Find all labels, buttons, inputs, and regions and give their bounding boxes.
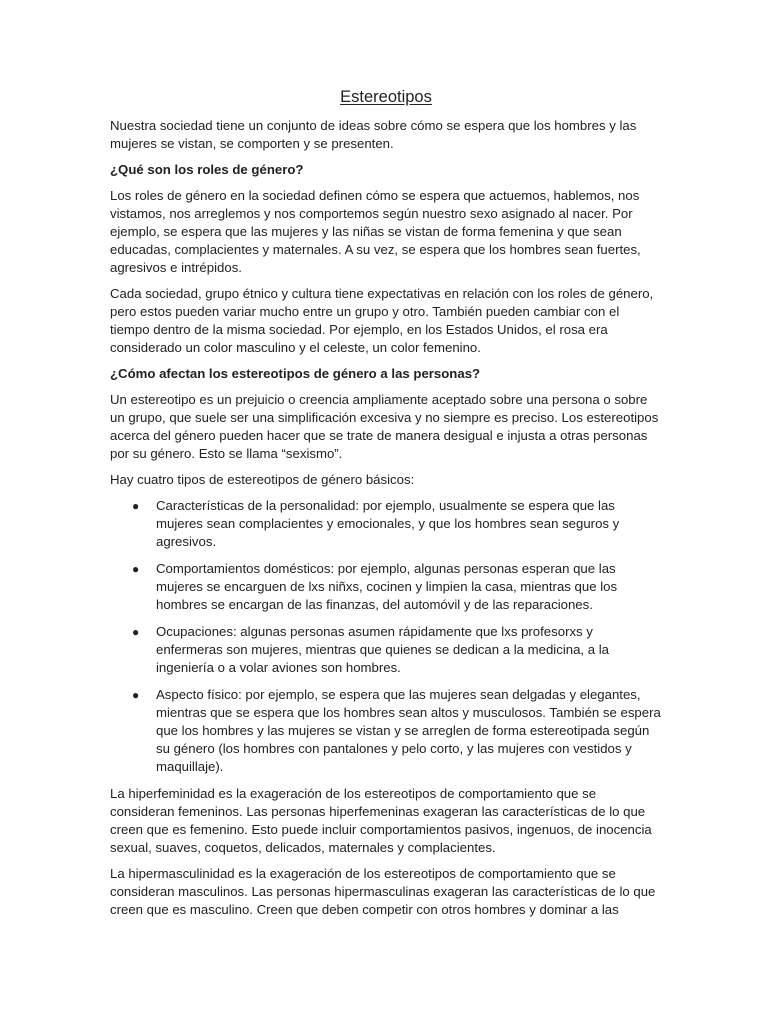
bullet-icon: ● <box>132 499 140 513</box>
gender-roles-paragraph: Los roles de género en la sociedad definen cómo se espera que actuemos, hablemos, nos vistamos, nos arreglemos y nos comportemos según nuestro sexo asignado al nacer. Por ejemplo, se espera que las mujeres y las niñas se vistan de forma femenina y que sean educadas, complacientes y maternales. A su vez, se espera que los hombres sean fuertes, agresivos e intrépidos. <box>110 188 641 275</box>
bullet-icon: ● <box>132 562 140 576</box>
list-item-text: Comportamientos domésticos: por ejemplo, algunas personas esperan que las mujeres se encarguen de lxs niñxs, cocinen y limpien la casa, mientras que los hombres se encargan de las finanzas, del automóvil y de las reparaciones. <box>156 561 618 612</box>
section-heading-gender-roles: ¿Qué son los roles de género? <box>110 162 304 177</box>
list-item-text: Características de la personalidad: por ejemplo, usualmente se espera que las mujeres sean complacientes y emocionales, y que los hombres sean seguros y agresivos. <box>156 498 620 549</box>
list-item <box>110 560 662 614</box>
intro-paragraph: Nuestra sociedad tiene un conjunto de ideas sobre cómo se espera que los hombres y las mujeres se vistan, se comporten y se presenten. <box>110 118 637 151</box>
culture-expectations-paragraph: Cada sociedad, grupo étnico y cultura tiene expectativas en relación con los roles de género, pero estos pueden variar mucho entre un grupo y otro. También pueden cambiar con el tiempo dentro de la misma sociedad. Por ejemplo, en los Estados Unidos, el rosa era considerado un color masculino y el celeste, un color femenino. <box>110 286 654 355</box>
document-title: Estereotipos <box>340 88 432 106</box>
stereotype-definition-paragraph: Un estereotipo es un prejuicio o creencia ampliamente aceptado sobre una persona o sobre un grupo, que suele ser una simplificación excesiva y no siempre es preciso. Los estereotipos acerca del género pueden hacer que se trate de manera desigual e injusta a otras personas por su género. Esto se llama “sexismo”. <box>110 392 659 461</box>
section-heading-stereotype-effects: ¿Cómo afectan los estereotipos de género a las personas? <box>110 366 481 381</box>
list-item-text: Ocupaciones: algunas personas asumen rápidamente que lxs profesorxs y enfermeras son mujeres, mientras que quienes se dedican a la medicina, a la ingeniería o a volar aviones son hombres. <box>156 624 610 675</box>
stereotype-types-list <box>110 497 662 776</box>
list-item <box>110 497 662 551</box>
bullet-icon: ● <box>132 625 140 639</box>
hypermasculinity-paragraph: La hipermasculinidad es la exageración de los estereotipos de comportamiento que se consideran masculinos. Las personas hipermasculinas exageran las características de lo que creen que es masculino. Creen que deben competir con otros hombres y dominar a las <box>110 866 656 917</box>
document-body <box>110 86 662 927</box>
list-intro: Hay cuatro tipos de estereotipos de género básicos: <box>110 472 415 487</box>
list-item-text: Aspecto físico: por ejemplo, se espera que las mujeres sean delgadas y elegantes, mientras que se espera que los hombres sean altos y musculosos. También se espera que los hombres y las mujeres se vistan y se arreglen de forma estereotipada según su género (los hombres con pantalones y pelo corto, y las mujeres con vestidos y maquillaje). <box>156 687 661 774</box>
list-item <box>110 623 662 677</box>
list-item <box>110 686 662 776</box>
hyperfemininity-paragraph: La hiperfeminidad es la exageración de los estereotipos de comportamiento que se consideran femeninos. Las personas hiperfemeninas exageran las características de lo que creen que es femenino. Esto puede incluir comportamientos pasivos, ingenuos, de inocencia sexual, suaves, coquetos, delicados, maternales y complacientes. <box>110 786 652 855</box>
bullet-icon: ● <box>132 688 140 702</box>
